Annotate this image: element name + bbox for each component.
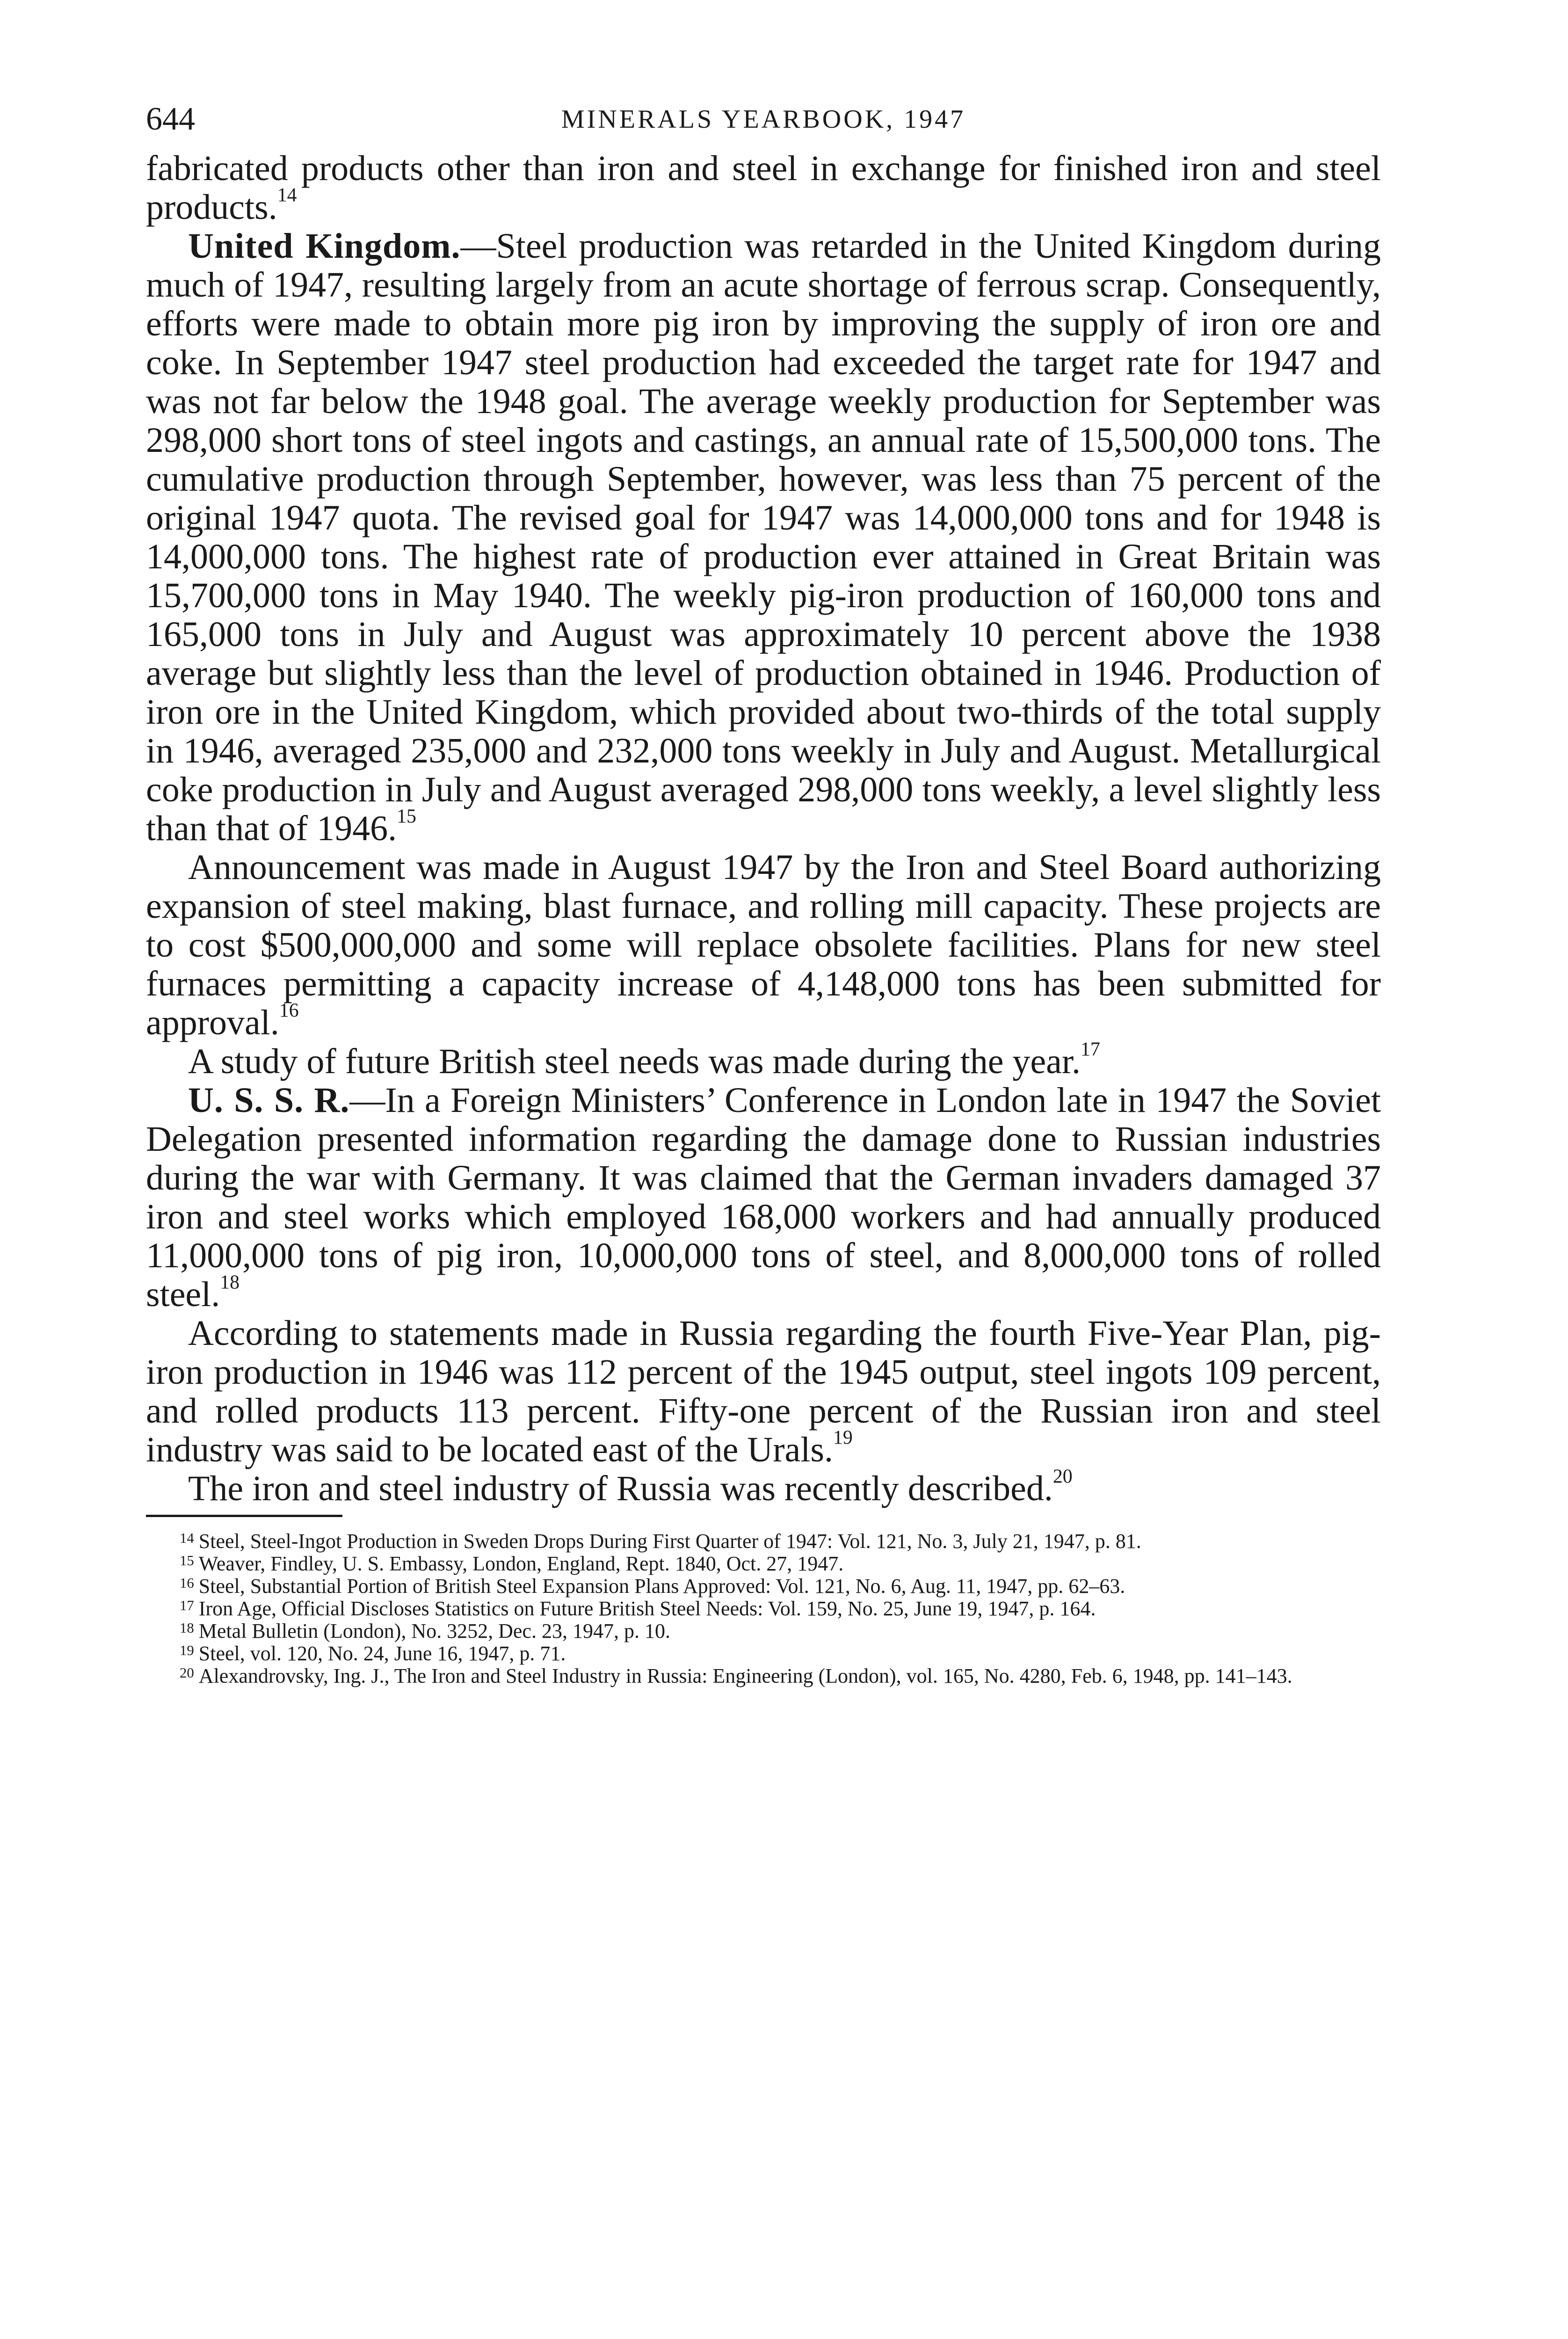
footnote-text: Iron Age, Official Discloses Statistics on Future British Steel Needs: Vol. 159, No. 25, June 19, 1947, p. 164. [198, 1597, 1096, 1620]
paragraph-text: According to statements made in Russia regarding the fourth Five-Year Plan, pig-iron production in 1946 was 112 percent of the 1945 output, steel ingots 109 percent, and rolled products 113 percent. Fifty-one percent of the Russian iron and steel industry was said to be located east of the Urals. [146, 1314, 1381, 1469]
footnote-ref: 14 [277, 184, 297, 206]
page-number: 644 [146, 101, 195, 137]
footnote-text: Weaver, Findley, U. S. Embassy, London, England, Rept. 1840, Oct. 27, 1947. [198, 1552, 844, 1575]
paragraph-united-kingdom [146, 227, 1381, 848]
running-head [146, 96, 1381, 147]
footnote [146, 1553, 1381, 1575]
body-text [146, 149, 1381, 1511]
footnote-ref: 16 [279, 1000, 299, 1022]
footnote-mark: 20 [180, 1665, 194, 1681]
footnote-mark: 17 [180, 1598, 194, 1614]
paragraph-continuation [146, 149, 1381, 227]
footnote-mark: 19 [180, 1642, 194, 1659]
footnote-mark: 15 [180, 1553, 194, 1569]
footnote-ref: 17 [1081, 1039, 1100, 1061]
paragraph-five-year-plan [146, 1314, 1381, 1469]
document-page [146, 96, 1381, 1687]
footnote-mark: 18 [180, 1620, 194, 1636]
footnote-ref: 15 [397, 806, 416, 828]
footnote [146, 1620, 1381, 1642]
paragraph-text: The iron and steel industry of Russia was recently described. [188, 1469, 1053, 1508]
section-runin-heading: U. S. S. R. [188, 1081, 350, 1120]
footnote-mark: 14 [180, 1530, 194, 1547]
footnote-text: Alexandrovsky, Ing. J., The Iron and Steel Industry in Russia: Engineering (London), vol. 165, No. 4280, Feb. 6, 1948, pp. 141–143. [198, 1664, 1292, 1687]
footnote-ref: 20 [1053, 1466, 1073, 1488]
paragraph-ussr [146, 1081, 1381, 1314]
footnote-text: Steel, Substantial Portion of British Steel Expansion Plans Approved: Vol. 121, No. 6, Aug. 11, 1947, pp. 62–63. [198, 1575, 1125, 1598]
paragraph-text: Announcement was made in August 1947 by the Iron and Steel Board authorizing expansion of steel making, blast furnace, and rolling mill capacity. These projects are to cost $500,000,000 and some will replace obsolete facilities. Plans for new steel furnaces permitting a capacity increase of 4,148,000 tons has been submitted for approval. [146, 848, 1381, 1042]
paragraph-text: A study of future British steel needs was made during the year. [188, 1042, 1081, 1081]
footnote [146, 1642, 1381, 1665]
footnote-divider [146, 1515, 342, 1517]
footnote-text: Metal Bulletin (London), No. 3252, Dec. 23, 1947, p. 10. [198, 1620, 670, 1642]
paragraph-text: fabricated products other than iron and steel in exchange for finished iron and steel products. [146, 149, 1381, 227]
footnote [146, 1530, 1381, 1553]
paragraph-study [146, 1039, 1381, 1081]
footnotes [146, 1530, 1381, 1687]
paragraph-text: —Steel production was retarded in the United Kingdom during much of 1947, resulting largely from an acute shortage of ferrous scrap. Consequently, efforts were made to obtain more pig iron by improving the supply of iron ore and coke. In September 1947 steel production had exceeded the target rate for 1947 and was not far below the 1948 goal. The average weekly production for September was 298,000 short tons of steel ingots and castings, an annual rate of 15,500,000 tons. The cumulative production through September, however, was less than 75 percent of the original 1947 quota. The revised goal for 1947 was 14,000,000 tons and for 1948 is 14,000,000 tons. The highest rate of production ever attained in Great Britain was 15,700,000 tons in May 1940. The weekly pig-iron production of 160,000 tons and 165,000 tons in July and August was approximately 10 percent above the 1938 average but slightly less than the level of production obtained in 1946. Production of iron ore in the United Kingdom, which provided about two-thirds of the total supply in 1946, averaged 235,000 and 232,000 tons weekly in July and August. Metallurgical coke production in July and August averaged 298,000 tons weekly, a level slightly less than that of 1946. [146, 226, 1381, 848]
paragraph-described [146, 1466, 1381, 1511]
paragraph-announcement [146, 848, 1381, 1042]
footnote-mark: 16 [180, 1575, 194, 1591]
section-runin-heading: United Kingdom. [188, 226, 461, 266]
footnote-text: Steel, Steel-Ingot Production in Sweden Drops During First Quarter of 1947: Vol. 121, No. 3, July 21, 1947, p. 81. [198, 1530, 1141, 1553]
footnote-ref: 18 [220, 1271, 240, 1293]
footnote [146, 1575, 1381, 1598]
footnote [146, 1598, 1381, 1620]
footnote-text: Steel, vol. 120, No. 24, June 16, 1947, p. 71. [198, 1642, 566, 1665]
footnote-ref: 19 [833, 1427, 853, 1449]
paragraph-text: —In a Foreign Ministers’ Conference in London late in 1947 the Soviet Delegation presented information regarding the damage done to Russian industries during the war with Germany. It was claimed that the German invaders damaged 37 iron and steel works which employed 168,000 workers and had annually produced 11,000,000 tons of pig iron, 10,000,000 tons of steel, and 8,000,000 tons of rolled steel. [146, 1081, 1381, 1314]
footnote [146, 1665, 1381, 1687]
running-title: MINERALS YEARBOOK, 1947 [561, 105, 966, 134]
